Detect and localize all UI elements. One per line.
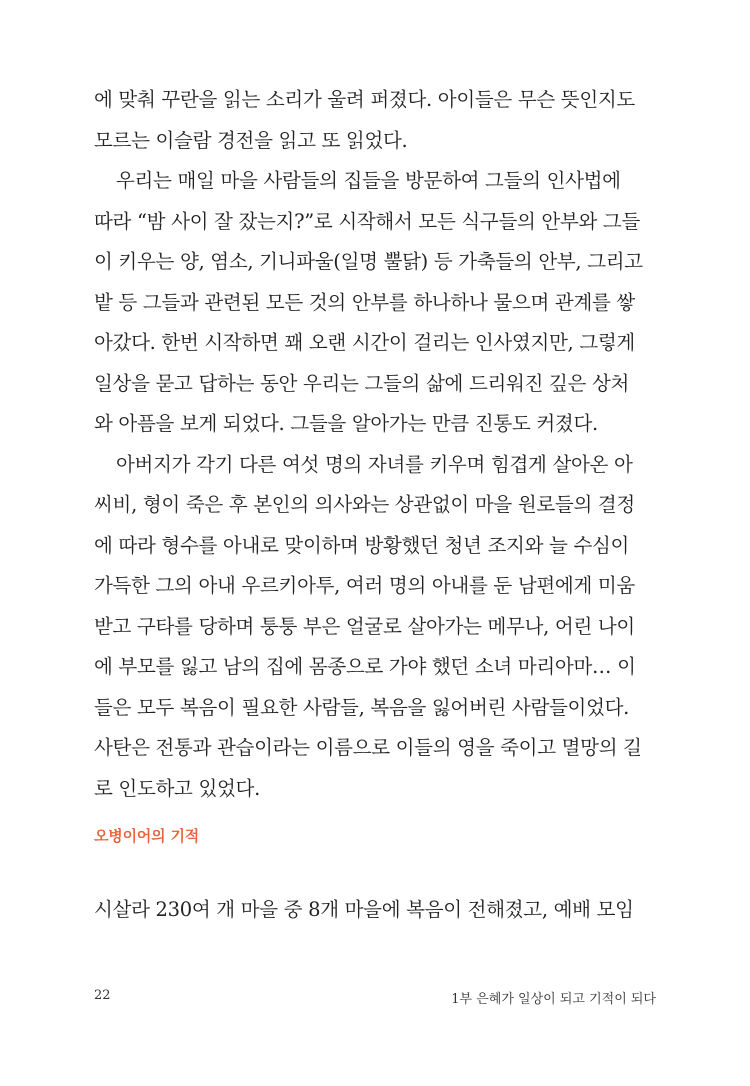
text-line: 이 키우는 양, 염소, 기니파울(일명 뿔닭) 등 가축들의 안부, 그리고 — [94, 250, 643, 273]
next-paragraph-first-line: 시살라 230여 개 마을 중 8개 마을에 복음이 전해졌고, 예배 모임 — [94, 898, 634, 921]
text-line: 일상을 묻고 답하는 동안 우리는 그들의 삶에 드리워진 깊은 상처 — [94, 371, 630, 395]
page-number: 22 — [94, 988, 111, 1003]
running-title: 1부 은혜가 일상이 되고 기적이 되다 — [451, 992, 656, 1007]
text-line: 가득한 그의 아내 우르키아투, 여러 명의 아내를 둔 남편에게 미움 — [94, 574, 635, 597]
text-line: 씨비, 형이 죽은 후 본인의 의사와는 상관없이 마을 원로들의 결정 — [94, 493, 635, 516]
text-line: 들은 모두 복음이 필요한 사람들, 복음을 잃어버린 사람들이었다. — [94, 695, 630, 719]
text-line: 사탄은 전통과 관습이라는 이름으로 이들의 영을 죽이고 멸망의 길 — [94, 736, 642, 759]
section-heading: 오병이어의 기적 — [94, 827, 200, 845]
text-line: 에 따라 형수를 아내로 맞이하며 방황했던 청년 조지와 늘 수심이 — [94, 533, 630, 557]
text-line: 모르는 이슬람 경전을 읽고 또 읽었다. — [94, 128, 408, 152]
text-line: 로 인도하고 있었다. — [94, 776, 260, 800]
text-line: 와 아픔을 보게 되었다. 그들을 알아가는 만큼 진통도 커졌다. — [94, 412, 598, 435]
paragraph-2 — [94, 161, 656, 445]
text-line: 에 맞춰 꾸란을 읽는 소리가 울려 퍼졌다. 아이들은 무슨 뜻인지도 — [94, 88, 635, 111]
text-line: 아갔다. 한번 시작하면 꽤 오랜 시간이 걸리는 인사였지만, 그렇게 — [94, 331, 635, 354]
text-line: 아버지가 각기 다른 여섯 명의 자녀를 키우며 힘겹게 살아온 아 — [116, 452, 633, 476]
text-line: 받고 구타를 당하며 퉁퉁 부은 얼굴로 살아가는 메무나, 어린 나이 — [94, 614, 635, 638]
paragraph-3 — [94, 445, 656, 810]
text-line: 에 부모를 잃고 남의 집에 몸종으로 가야 했던 소녀 마리아마… 이 — [94, 655, 636, 678]
text-line: 따라 “밤 사이 잘 잤는지?”로 시작해서 모든 식구들의 안부와 그들 — [94, 209, 641, 233]
text-line: 밭 등 그들과 관련된 모든 것의 안부를 하나하나 물으며 관계를 쌓 — [94, 290, 635, 314]
body-text — [94, 80, 656, 809]
paragraph-1 — [94, 80, 656, 161]
text-line: 우리는 매일 마을 사람들의 집들을 방문하여 그들의 인사법에 — [116, 169, 621, 192]
